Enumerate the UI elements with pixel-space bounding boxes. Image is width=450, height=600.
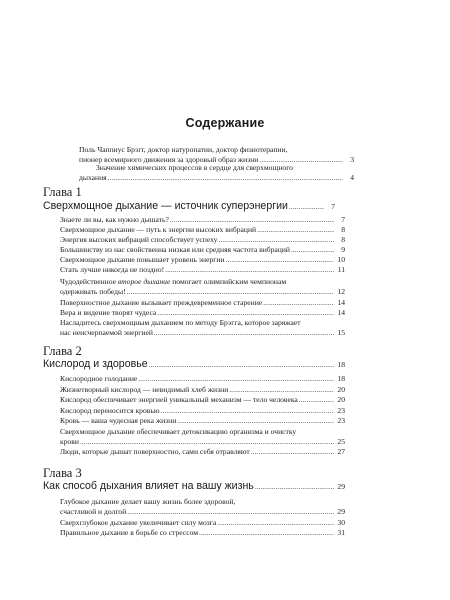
entry-line: Энергия высоких вибраций способствует успеху	[60, 235, 218, 244]
entry-line: Значение химических процессов в сердце для сверхмощного	[96, 163, 293, 172]
entry-line: Люди, которые дышат поверхностно, сами себя отравляют	[60, 447, 250, 456]
entry-line: Глубокое дыхание делает вашу жизнь более здоровой,	[60, 497, 236, 506]
chapter-title: Как способ дыхания влияет на вашу жизнь	[43, 480, 254, 492]
page-number: 12	[337, 286, 345, 296]
chapter-title: Кислород и здоровье	[43, 358, 148, 370]
page-number: 14	[337, 298, 345, 307]
chapter-title-row[interactable]	[43, 358, 345, 371]
dot-leader	[177, 416, 334, 426]
entry-line: Правильное дыхание в борьбе со стрессом	[60, 528, 199, 537]
dot-leader	[157, 308, 334, 318]
dot-leader	[255, 481, 334, 493]
entry-line: Большинству из нас свойственна низкая или средняя частота вибраций	[60, 245, 290, 254]
dot-leader	[229, 385, 334, 395]
dot-leader	[127, 287, 334, 297]
page-number: 8	[341, 225, 345, 234]
entry-line: Поверхностное дыхание вызывает преждевременное старение	[60, 298, 263, 307]
toc-entry[interactable]	[0, 298, 450, 308]
toc-entry[interactable]	[0, 374, 450, 384]
page-number: 20	[337, 385, 345, 394]
page-number: 30	[337, 518, 345, 527]
entry-line: счастливой и долгой	[60, 506, 127, 516]
page-number: 18	[337, 374, 345, 383]
toc-entry[interactable]	[0, 447, 450, 457]
dot-leader	[199, 528, 334, 538]
page-number: 31	[337, 528, 345, 537]
entry-line: дыхания	[79, 172, 107, 182]
dot-leader	[138, 374, 334, 384]
toc-entry-intro-author[interactable]	[0, 145, 450, 165]
chapter-number: Глава 1	[43, 185, 82, 199]
page-number: 20	[337, 395, 345, 404]
dot-leader	[299, 395, 334, 405]
toc-entry-intro-chemistry[interactable]	[0, 163, 450, 183]
page-number: 14	[337, 308, 345, 317]
toc-entry[interactable]	[0, 497, 450, 517]
dot-leader	[149, 359, 334, 371]
toc-entry[interactable]	[0, 395, 450, 405]
dot-leader	[165, 265, 334, 275]
page-number: 23	[337, 406, 345, 415]
page-number: 23	[337, 416, 345, 425]
entry-line: Сверхмощное дыхание обеспечивает детоксикацию организма и очистку	[60, 427, 297, 436]
entry-line: Сверхмощное дыхание — путь к энергии высоких вибраций	[60, 225, 257, 234]
entry-line: Сверхмощное дыхание повышает уровень энергии	[60, 255, 225, 264]
page-number: 8	[341, 235, 345, 244]
entry-line: Кровь — ваша чудесная река жизни	[60, 416, 177, 425]
dot-leader	[127, 507, 334, 517]
toc-entry[interactable]	[0, 255, 450, 265]
page-number: 18	[337, 360, 345, 369]
chapter-number: Глава 3	[43, 466, 82, 480]
dot-leader	[251, 447, 334, 457]
entry-line: Кислородное голодание	[60, 374, 138, 383]
toc-title: Содержание	[185, 116, 265, 130]
page-number: 10	[337, 255, 345, 264]
chapter-title-row[interactable]	[43, 200, 335, 213]
chapter-title-row[interactable]	[43, 480, 345, 493]
italic-fragment: второе дыхание	[117, 277, 171, 286]
dot-leader	[108, 173, 343, 183]
toc-entry[interactable]	[0, 265, 450, 275]
entry-line: Кислород обеспечивает энергией уникальный механизм — тело человека	[60, 395, 298, 404]
dot-leader	[217, 518, 334, 528]
toc-entry[interactable]	[0, 225, 450, 235]
page-number: 25	[337, 436, 345, 446]
page-number: 7	[331, 202, 335, 211]
entry-line: Сверхглубокое дыхание увеличивает силу мозга	[60, 518, 217, 527]
entry-line: Вера и видение творят чудеса	[60, 308, 157, 317]
page-number: 11	[337, 265, 345, 274]
dot-leader	[263, 298, 334, 308]
entry-line: нас неисчерпаемой энергией	[60, 327, 153, 337]
dot-leader	[257, 225, 334, 235]
dot-leader	[226, 255, 335, 265]
toc-entry[interactable]	[0, 277, 450, 297]
dot-leader	[80, 437, 334, 447]
toc-entry[interactable]	[0, 245, 450, 255]
dot-leader	[218, 235, 334, 245]
entry-line: Поль Чаппиус Брэгг, доктор натуропатии, доктор физиотерапии,	[79, 145, 288, 154]
page-number: 4	[350, 172, 354, 182]
toc-entry[interactable]	[0, 427, 450, 447]
chapter-title: Сверхмощное дыхание — источник суперэнергии	[43, 200, 288, 212]
page-number: 7	[341, 215, 345, 224]
page-number: 29	[337, 482, 345, 491]
toc-entry[interactable]	[0, 385, 450, 395]
toc-entry[interactable]	[0, 416, 450, 426]
entry-line: Кислород переносится кровью	[60, 406, 160, 415]
page-number: 9	[341, 245, 345, 254]
entry-line: пионер всемирного движения за здоровый образ жизни	[79, 154, 259, 164]
toc-entry[interactable]	[0, 308, 450, 318]
page-number: 15	[337, 327, 345, 337]
toc-entry[interactable]	[0, 406, 450, 416]
entry-line: крови	[60, 436, 79, 446]
entry-line: Чудодейственное второе дыхание помогает олимпийским чемпионам	[60, 277, 287, 286]
toc-entry[interactable]	[0, 235, 450, 245]
toc-entry[interactable]	[0, 215, 450, 225]
page-number: 3	[350, 154, 354, 164]
page-number: 27	[337, 447, 345, 456]
page-number: 29	[337, 506, 345, 516]
dot-leader	[170, 215, 334, 225]
chapter-number: Глава 2	[43, 344, 82, 358]
entry-line: Знаете ли вы, как нужно дышать?	[60, 215, 169, 224]
toc-entry[interactable]	[0, 528, 450, 538]
dot-leader	[154, 328, 334, 338]
entry-line: Жизнетворный кислород — невидимый хлеб жизни	[60, 385, 229, 394]
entry-line: Насладитесь сверхмощным дыханием по методу Брэгга, которое заряжает	[60, 318, 301, 327]
dot-leader	[289, 201, 324, 213]
entry-line: Стать лучше никогда не поздно!	[60, 265, 165, 274]
toc-entry[interactable]	[0, 518, 450, 528]
dot-leader	[161, 406, 335, 416]
toc-entry[interactable]	[0, 318, 450, 338]
dot-leader	[291, 245, 334, 255]
entry-line: одерживать победы!	[60, 286, 126, 296]
